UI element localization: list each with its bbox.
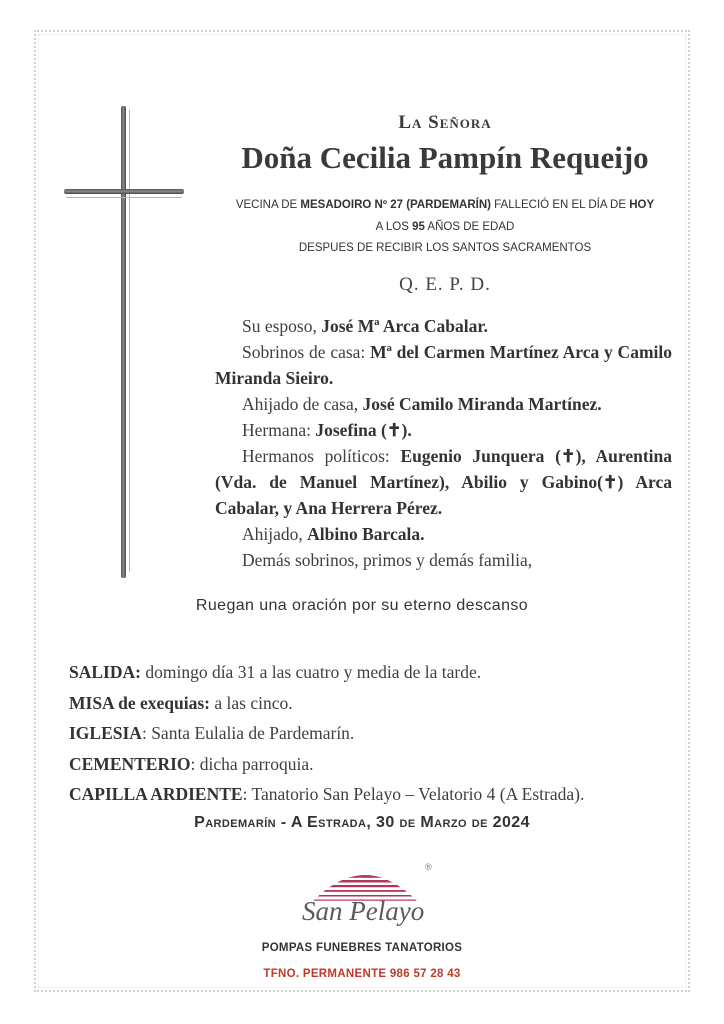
- qepd: Q. E. P. D.: [399, 274, 491, 295]
- detail-capilla: CAPILLA ARDIENTE: Tanatorio San Pelayo – Velatorio 4 (A Estrada).: [69, 784, 585, 804]
- family-ahijado: Ahijado, Albino Barcala.: [242, 524, 425, 544]
- prayer-request: Ruegan una oración por su eterno descanso: [195, 597, 529, 614]
- info-line-1: VECINA DE MESADOIRO Nº 27 (PARDEMARÍN) FALLECIÓ EN EL DÍA DE HOY: [235, 199, 655, 211]
- info-line-2: A LOS 95 AÑOS DE EDAD: [375, 221, 515, 233]
- logo-text: San Pelayo: [302, 896, 425, 926]
- service-details: [69, 657, 689, 810]
- telephone: TFNO. PERMANENTE 986 57 28 43: [263, 968, 461, 980]
- detail-misa: MISA de exequias: a las cinco.: [69, 692, 293, 713]
- pompas-funebres: POMPAS FUNEBRES TANATORIOS: [261, 942, 463, 954]
- family-sobrinos: Sobrinos de casa: Mª del Carmen Martínez Arca y Camilo Miranda Sieiro.: [215, 342, 672, 388]
- family-ahijado-casa: Ahijado de casa, José Camilo Miranda Martínez.: [242, 394, 602, 414]
- place-date: Pardemarín - A Estrada, 30 de Marzo de 2024: [194, 814, 530, 831]
- family-list: [215, 313, 672, 573]
- registered-mark: ®: [425, 862, 432, 872]
- deceased-name: Doña Cecilia Pampín Requeijo: [241, 140, 649, 175]
- title-small: La Señora: [398, 112, 492, 133]
- family-politicos: Hermanos políticos: Eugenio Junquera (✝), Aurentina (Vda. de Manuel Martínez), Abilio y Gabino(✝) Arca Cabalar, y Ana Herrera Pérez.: [215, 446, 672, 518]
- san-pelayo-logo-icon: [290, 856, 440, 936]
- family-esposo: Su esposo, José Mª Arca Cabalar.: [242, 316, 488, 336]
- family-hermana: Hermana: Josefina (✝).: [242, 420, 412, 440]
- family-demas: Demás sobrinos, primos y demás familia,: [242, 550, 533, 570]
- detail-cementerio: CEMENTERIO: dicha parroquia.: [69, 753, 314, 774]
- detail-iglesia: IGLESIA: Santa Eulalia de Pardemarín.: [69, 723, 355, 743]
- info-line-3: DESPUES DE RECIBIR LOS SANTOS SACRAMENTOS: [298, 242, 592, 254]
- detail-salida: SALIDA: domingo día 31 a las cuatro y media de la tarde.: [69, 662, 482, 682]
